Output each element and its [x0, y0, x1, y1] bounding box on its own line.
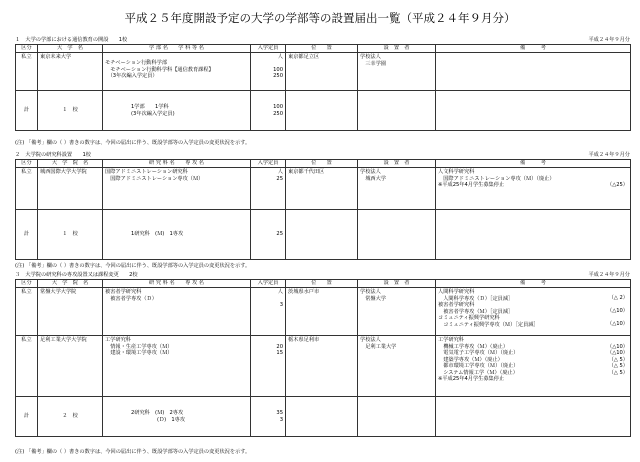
section-3-label: ３ 大学院の研究科の専攻設置又は課程変更 2校: [15, 272, 138, 278]
section-3-table: [15, 279, 631, 437]
header-loc: 位 置: [286, 280, 358, 288]
remarks-number: （△ 2） （△10） （△10）: [607, 295, 628, 327]
header-remarks: 備 考: [436, 160, 631, 168]
total-kubun: 計: [16, 210, 38, 260]
section-3-date: 平成２４年９月分: [588, 272, 630, 278]
header-dept: 学 部 名 学 科 等 名: [103, 45, 251, 53]
unit-label: 人: [277, 289, 283, 295]
total-row: [16, 210, 631, 260]
header-founder: 設 置 者: [358, 45, 436, 53]
cell-kubun: 私立: [16, 168, 38, 210]
section-2-header: [15, 151, 630, 159]
cell-remarks: [436, 288, 631, 336]
cell-founder: 学校法人 城西大学: [358, 168, 436, 210]
cell-dept: 国際アドミニストレーション研究科 国際アドミニストレーション専攻（Ｍ）: [103, 168, 251, 210]
section-2-table: [15, 159, 631, 260]
cell-dept: モチベーション行動科学部 モチベーション行動科学科【通信教育課程】 （3年次編入学定員）: [103, 53, 251, 91]
cell-cap: 人 100 250: [251, 53, 286, 91]
header-loc: 位 置: [286, 45, 358, 53]
header-univ: 大 学 院 名: [38, 160, 103, 168]
cell-loc: 栃木県足利市: [286, 336, 358, 397]
cell-remarks: [436, 336, 631, 397]
header-univ: 大 学 院 名: [38, 280, 103, 288]
cell-kubun: 私立: [16, 53, 38, 91]
header-univ: 大 学 名: [38, 45, 103, 53]
cell-dept: 工学研究科 情報・生産工学専攻（Ｍ） 建設・環境工学専攻（Ｍ）: [103, 336, 251, 397]
header-loc: 位 置: [286, 160, 358, 168]
cell-remarks: [436, 53, 631, 91]
cell-founder: 学校法人 常盤大学: [358, 288, 436, 336]
total-cap: 35 3: [251, 397, 286, 437]
page-title: 平成２５年度開設予定の大学の学部等の設置届出一覧（平成２４年９月分）: [124, 11, 516, 25]
total-cap: 25: [251, 210, 286, 260]
cell-loc: 東京都千代田区: [286, 168, 358, 210]
total-count: ２ 校: [38, 397, 103, 437]
header-dept: 研 究 科 名 専 攻 名: [103, 280, 251, 288]
remarks-number: （△10） （△10） （△ 5） （△ 5） （△ 5）: [607, 343, 628, 376]
remarks-text: 人間科学研究科 人間科学専攻（Ｄ）［定員減］ 被害者学研究科 被害者学専攻（Ｍ）［定員減］ コミュニティ振興学研究科 コミュニティ振興学専攻（Ｍ）［定員減］: [438, 289, 539, 328]
cell-loc: 茨城県水戸市: [286, 288, 358, 336]
table-header-row: [16, 280, 631, 288]
cell-founder: 学校法人 三幸学園: [358, 53, 436, 91]
cell-univ: 城西国際大学大学院: [38, 168, 103, 210]
section-2-date: 平成２４年９月分: [588, 152, 630, 158]
cell-remarks: [436, 168, 631, 210]
total-kubun: 計: [16, 397, 38, 437]
header-dept: 研 究 科 名 専 攻 名: [103, 160, 251, 168]
unit-label: 人: [277, 169, 283, 175]
header-remarks: 備 考: [436, 280, 631, 288]
section-1-table: [15, 44, 631, 131]
header-founder: 設 置 者: [358, 160, 436, 168]
table-header-row: [16, 45, 631, 53]
total-count: １ 校: [38, 210, 103, 260]
table-row: [16, 168, 631, 210]
table-row: [16, 336, 631, 397]
total-dept: 1学部 1学科 (3年次編入学定員): [103, 91, 251, 131]
remarks-text: 工学研究科 機械工学専攻（Ｍ）（廃止） 電気電子工学専攻（Ｍ）（廃止） 建築学専攻（Ｍ）（廃止） 都市環境工学専攻（Ｍ）（廃止） システム情報工学（Ｍ）（廃止） ※平成25年4月学生募集停止: [438, 337, 519, 382]
section-2-note: (注) 「備考」欄の（ ）書きの数字は、今回の届出に伴う、既設学部等の入学定員の変更状況を示す。: [15, 263, 251, 269]
total-row: [16, 91, 631, 131]
table-header-row: [16, 160, 631, 168]
cell-univ: 常盤大学大学院: [38, 288, 103, 336]
cell-loc: 東京都足立区: [286, 53, 358, 91]
header-kubun: 区分: [16, 160, 38, 168]
cell-kubun: 私立: [16, 288, 38, 336]
cell-cap: 人 3: [251, 288, 286, 336]
section-1-note: (注) 「備考」欄の（ ）書きの数字は、今回の届出に伴う、既設学部等の入学定員の変更状況を示す。: [15, 140, 251, 146]
total-kubun: 計: [16, 91, 38, 131]
total-row: [16, 397, 631, 437]
header-kubun: 区分: [16, 45, 38, 53]
table-row: [16, 288, 631, 336]
cell-cap: 20 15: [251, 336, 286, 397]
section-1-header: [15, 36, 630, 44]
section-1-date: 平成２４年９月分: [588, 37, 630, 43]
remarks-number: （△25）: [607, 182, 628, 188]
section-2-label: ２ 大学院の研究科設置 1校: [15, 152, 91, 158]
header-remarks: 備 考: [436, 45, 631, 53]
section-3-header: [15, 271, 630, 279]
remarks-text: 人文科学研究科 国際アドミニストレーション専攻（Ｍ）（廃止） ※平成25年4月学生募集停止: [438, 169, 555, 188]
header-kubun: 区分: [16, 280, 38, 288]
total-cap: 100 250: [251, 91, 286, 131]
cell-kubun: 私立: [16, 336, 38, 397]
cell-founder: 学校法人 足利工業大学: [358, 336, 436, 397]
total-count: １ 校: [38, 91, 103, 131]
section-1-label: １ 大学の学部における通信教育の開設 1校: [15, 37, 128, 43]
total-dept: 2研究科 (Ｍ) 2専攻 (Ｄ) 1専攻: [103, 397, 251, 437]
header-cap: 入学定員: [251, 45, 286, 53]
cell-univ: 東京未来大学: [38, 53, 103, 91]
header-cap: 入学定員: [251, 160, 286, 168]
unit-label: 人: [277, 54, 283, 60]
cell-univ: 足利工業大学大学院: [38, 336, 103, 397]
total-dept: 1研究科 (Ｍ) 1専攻: [103, 210, 251, 260]
table-row: [16, 53, 631, 91]
section-3-note: (注) 「備考」欄の（ ）書きの数字は、今回の届出に伴う、既設学部等の入学定員の変更状況を示す。: [15, 449, 251, 455]
header-cap: 入学定員: [251, 280, 286, 288]
cell-dept: 被害者学研究科 被害者学専攻（Ｄ）: [103, 288, 251, 336]
cell-cap: 人 25: [251, 168, 286, 210]
header-founder: 設 置 者: [358, 280, 436, 288]
